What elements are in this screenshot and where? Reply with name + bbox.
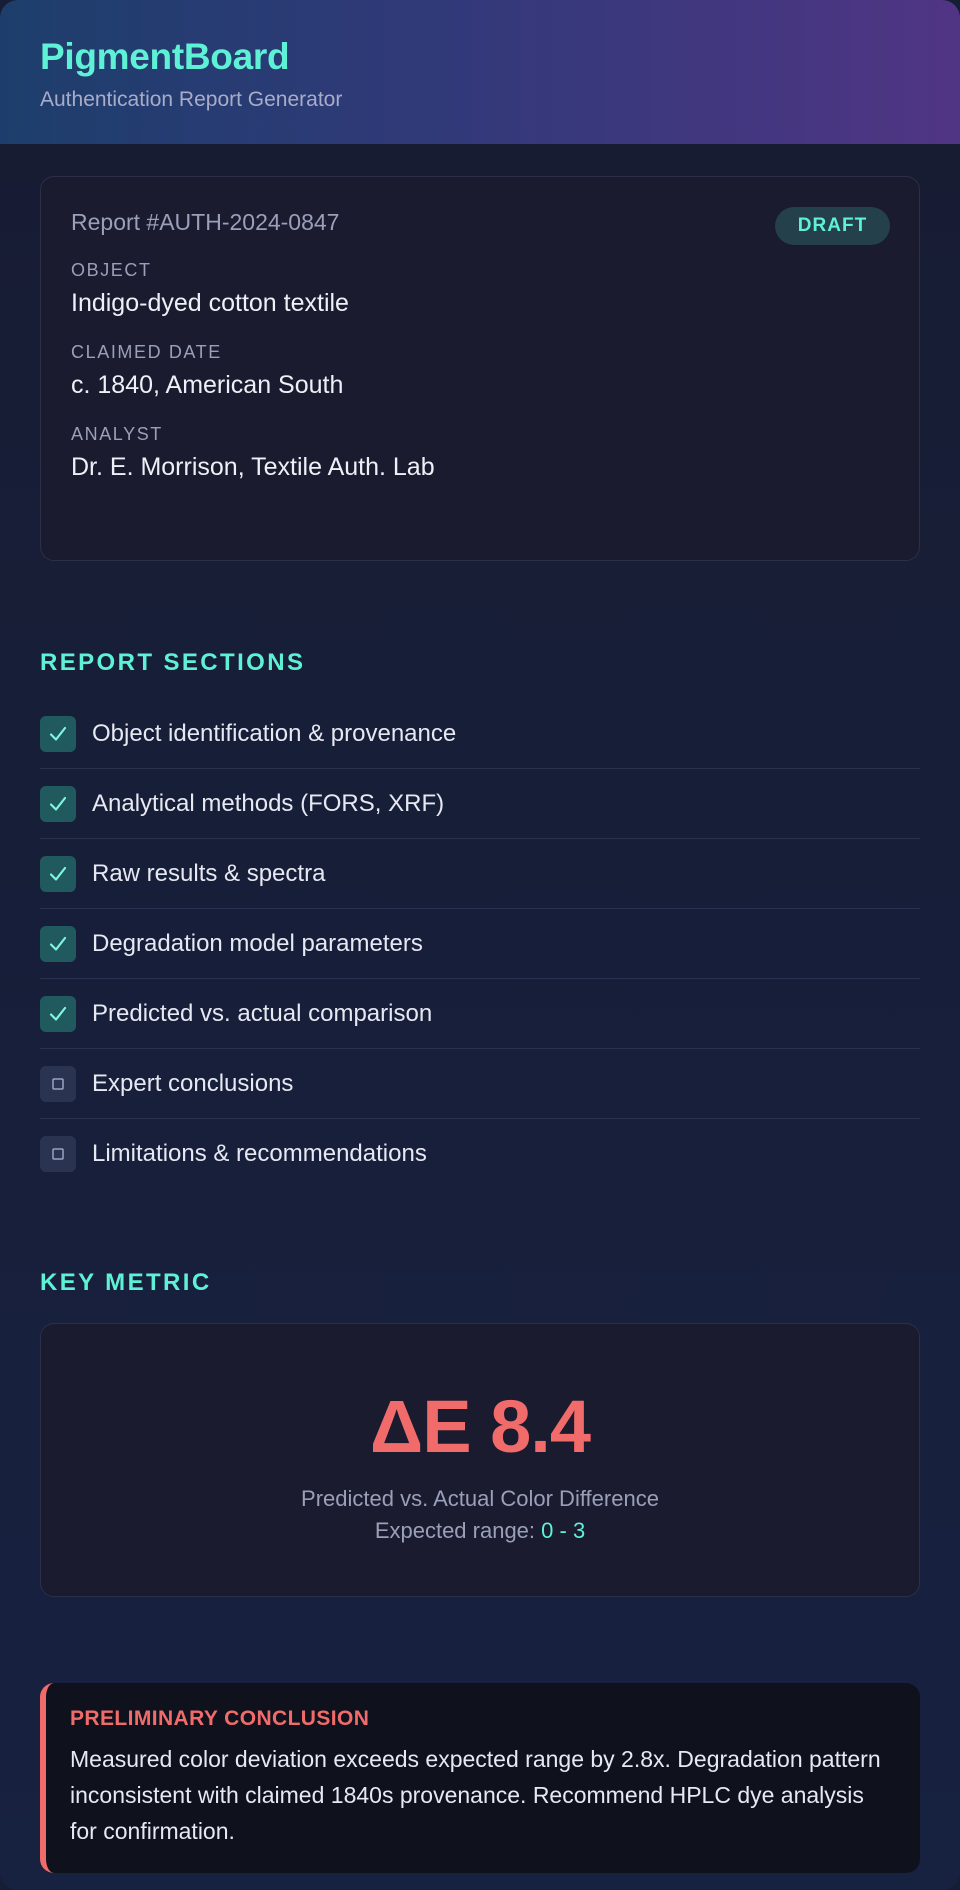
checklist-item[interactable] [40, 769, 920, 839]
claimed-date-value: c. 1840, American South [71, 371, 344, 399]
checklist-item-label: Expert conclusions [92, 1069, 294, 1097]
checkbox-checked[interactable] [40, 996, 76, 1032]
checklist-item[interactable] [40, 979, 920, 1049]
key-metric-heading: KEY METRIC [40, 1269, 212, 1296]
checkbox-checked[interactable] [40, 856, 76, 892]
object-value: Indigo-dyed cotton textile [71, 289, 349, 317]
checklist-item[interactable] [40, 1119, 920, 1189]
status-badge: DRAFT [775, 207, 890, 245]
checkbox-checked[interactable] [40, 926, 76, 962]
checklist-item-label: Predicted vs. actual comparison [92, 999, 433, 1027]
metric-range-label: Expected range: [374, 1518, 542, 1543]
checkmark-icon [48, 934, 68, 954]
claimed-date-label: CLAIMED DATE [71, 342, 222, 362]
analyst-value: Dr. E. Morrison, Textile Auth. Lab [71, 453, 435, 481]
conclusion-text: Measured color deviation exceeds expected range by 2.8x. Degradation pattern inconsistent with claimed 1840s provenance. Recommend HPLC dye analysis for confirmation. [70, 1746, 881, 1844]
report-sections-heading: REPORT SECTIONS [40, 649, 306, 676]
checkbox-unchecked[interactable] [40, 1136, 76, 1172]
checklist-item-label: Raw results & spectra [92, 859, 326, 887]
checklist-item[interactable] [40, 839, 920, 909]
preliminary-conclusion-panel [40, 1683, 920, 1873]
checkmark-icon [48, 864, 68, 884]
app-header [0, 0, 960, 144]
checklist-item[interactable] [40, 699, 920, 769]
metric-caption: Predicted vs. Actual Color Difference [301, 1486, 659, 1511]
checklist-item-label: Analytical methods (FORS, XRF) [92, 789, 445, 817]
checklist-item[interactable] [40, 1049, 920, 1119]
key-metric-card [40, 1323, 920, 1597]
analyst-label: ANALYST [71, 424, 163, 444]
checkbox-checked[interactable] [40, 716, 76, 752]
report-info-card [40, 176, 920, 561]
report-sections-checklist [40, 699, 920, 1189]
metric-value: ΔE 8.4 [370, 1385, 590, 1468]
checkbox-unchecked[interactable] [40, 1066, 76, 1102]
app-tagline: Authentication Report Generator [40, 88, 343, 111]
empty-square-icon [51, 1077, 65, 1091]
checklist-item-label: Limitations & recommendations [92, 1140, 427, 1167]
checkmark-icon [48, 794, 68, 814]
checkbox-checked[interactable] [40, 786, 76, 822]
empty-square-icon [51, 1147, 65, 1161]
object-label: OBJECT [71, 260, 152, 280]
metric-expected-range [375, 1518, 585, 1544]
checklist-item-label: Object identification & provenance [92, 719, 457, 747]
checkmark-icon [48, 1004, 68, 1024]
checklist-item-label: Degradation model parameters [92, 929, 423, 957]
conclusion-title: PRELIMINARY CONCLUSION [70, 1707, 370, 1730]
app-title: PigmentBoard [40, 36, 290, 77]
metric-range-value: 0 - 3 [541, 1518, 586, 1543]
checklist-item[interactable] [40, 909, 920, 979]
report-id: Report #AUTH-2024-0847 [71, 209, 340, 235]
checkmark-icon [48, 724, 68, 744]
